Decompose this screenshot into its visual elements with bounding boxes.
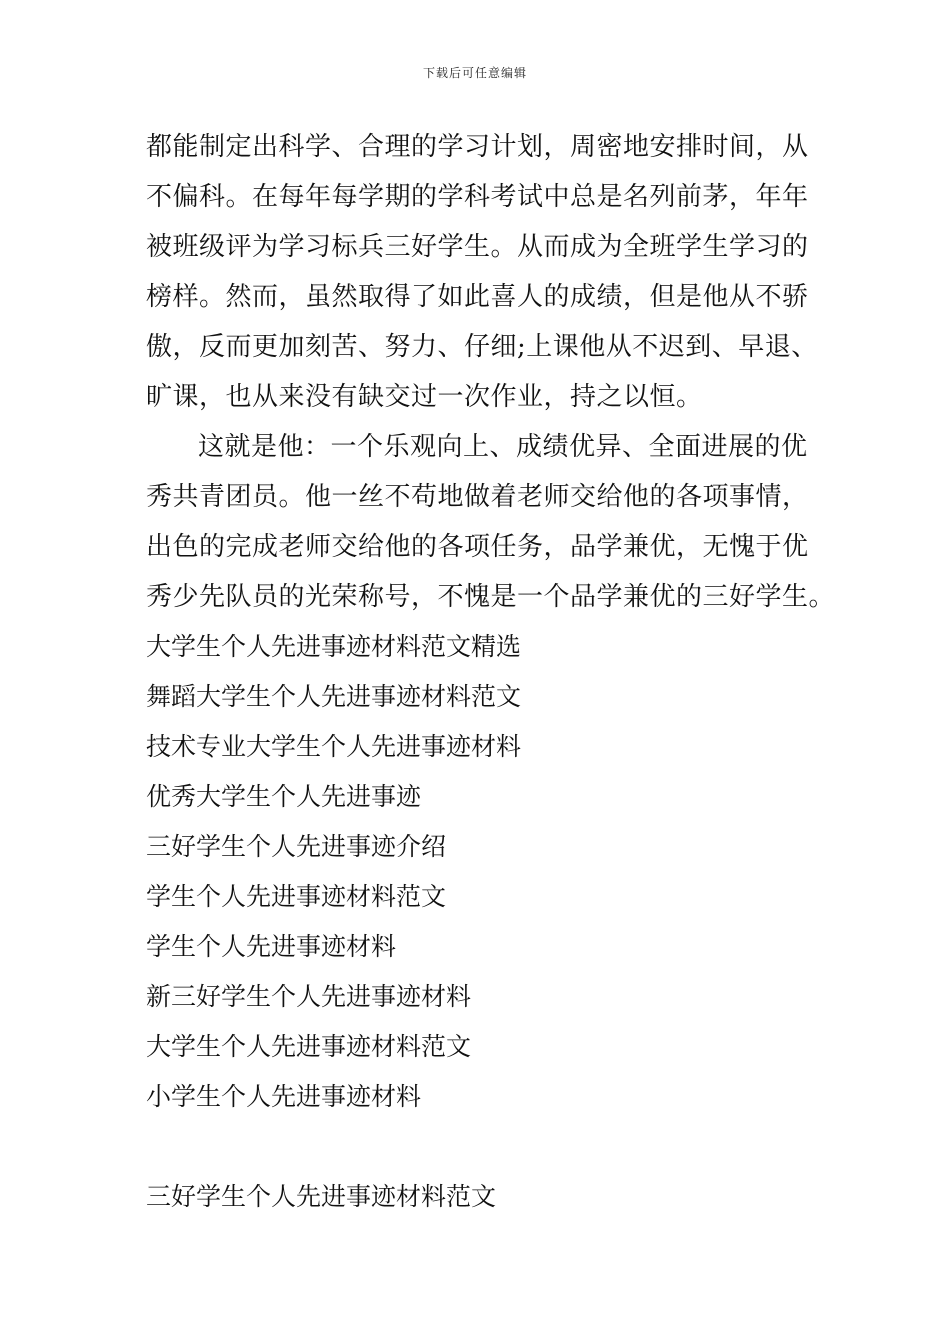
- related-title-item: 舞蹈大学生个人先进事迹材料范文: [146, 682, 522, 711]
- related-title-item: 三好学生个人先进事迹介绍: [146, 832, 447, 861]
- paragraph-line: 被班级评为学习标兵三好学生。从而成为全班学生学习的: [146, 232, 809, 262]
- paragraph-line: 旷课，也从来没有缺交过一次作业，持之以恒。: [146, 382, 703, 412]
- paragraph-line: 出色的完成老师交给他的各项任务，品学兼优，无愧于优: [146, 532, 809, 562]
- paragraph-2: [146, 422, 836, 622]
- related-title-item: 小学生个人先进事迹材料: [146, 1082, 422, 1111]
- related-title-item: 大学生个人先进事迹材料范文精选: [146, 632, 522, 661]
- paragraph-line: 这就是他：一个乐观向上、成绩优异、全面进展的优: [198, 432, 808, 462]
- paragraph-line: 秀共青团员。他一丝不苟地做着老师交给他的各项事情，: [146, 482, 809, 512]
- paragraph-line: 榜样。然而，虽然取得了如此喜人的成绩，但是他从不骄: [146, 282, 809, 312]
- paragraph-1: [146, 122, 816, 422]
- related-title-item: 学生个人先进事迹材料范文: [146, 882, 447, 911]
- related-title-item: 技术专业大学生个人先进事迹材料: [146, 732, 522, 761]
- related-title-item: 学生个人先进事迹材料: [146, 932, 397, 961]
- related-title-item: 优秀大学生个人先进事迹: [146, 782, 422, 811]
- related-title-item: 新三好学生个人先进事迹材料: [146, 982, 472, 1011]
- section-heading: 三好学生个人先进事迹材料范文: [146, 1182, 497, 1211]
- related-titles-list: [146, 622, 816, 1122]
- page-header: 下载后可任意编辑: [422, 66, 527, 80]
- paragraph-line: 都能制定出科学、合理的学习计划，周密地安排时间，从: [146, 132, 809, 162]
- paragraph-line: 傲，反而更加刻苦、努力、仔细;上课他从不迟到、早退、: [146, 332, 818, 362]
- document-body: [146, 122, 836, 1222]
- paragraph-line: 秀少先队员的光荣称号，不愧是一个品学兼优的三好学生。: [146, 582, 836, 612]
- related-title-item: 大学生个人先进事迹材料范文: [146, 1032, 472, 1061]
- paragraph-line: 不偏科。在每年每学期的学科考试中总是名列前茅，年年: [146, 182, 809, 212]
